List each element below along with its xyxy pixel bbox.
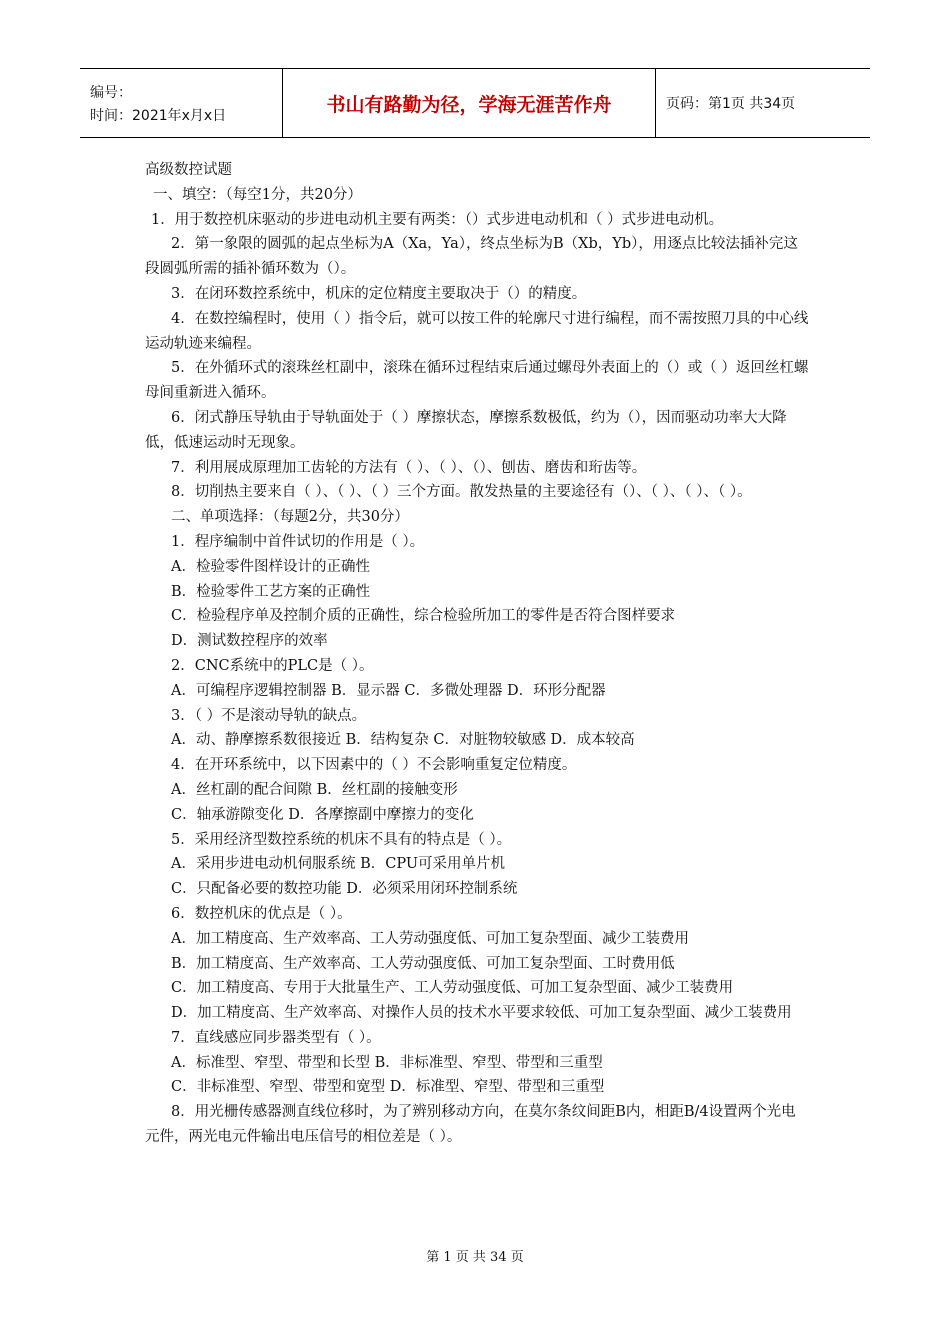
option-line: B．检验零件工艺方案的正确性 xyxy=(171,583,371,600)
option-line: C．检验程序单及控制介质的正确性，综合检验所加工的零件是否符合图样要求 xyxy=(171,608,676,625)
question-line: 5．在外循环式的滚珠丝杠副中，滚珠在循环过程结束后通过螺母外表面上的（）或（ ）返回丝杠螺母间重新进入循环。 xyxy=(145,360,809,402)
option-line: C．只配备必要的数控功能 D．必须采用闭环控制系统 xyxy=(171,881,518,898)
page-header xyxy=(80,68,870,138)
date-label: 时间：2021年x月x日 xyxy=(90,107,227,124)
question-line: 8．切削热主要来自（ ）、（ ）、（ ）三个方面。散发热量的主要途径有（）、（ ）、（ ）、（ ）。 xyxy=(171,484,752,501)
option-line: D．加工精度高、生产效率高、对操作人员的技术水平要求较低、可加工复杂型面、减少工装费用 xyxy=(171,1005,792,1022)
header-meta xyxy=(80,69,282,137)
question-line: 2．第一象限的圆弧的起点坐标为A（Xa，Ya），终点坐标为B（Xb，Yb），用逐点比较法插补完这段圆弧所需的插补循环数为（）。 xyxy=(145,236,798,278)
option-line: C．非标准型、窄型、带型和宽型 D．标准型、窄型、带型和三重型 xyxy=(171,1079,605,1096)
number-label: 编号： xyxy=(90,84,132,101)
option-line: A．可编程序逻辑控制器 B．显示器 C．多微处理器 D．环形分配器 xyxy=(171,682,606,699)
option-line: D．测试数控程序的效率 xyxy=(171,633,328,650)
option-line: A．动、静摩擦系数很接近 B．结构复杂 C．对脏物较敏感 D．成本较高 xyxy=(171,732,635,749)
section-heading: 一、填空：（每空1分，共20分） xyxy=(153,186,362,203)
motto: 书山有路勤为径，学海无涯苦作舟 xyxy=(282,69,656,137)
question-line: 3．在闭环数控系统中，机床的定位精度主要取决于（）的精度。 xyxy=(171,285,587,302)
question-line: 7．利用展成原理加工齿轮的方法有（ ）、（ ）、（）、刨齿、磨齿和珩齿等。 xyxy=(171,459,647,476)
option-line: A．丝杠副的配合间隙 B．丝杠副的接触变形 xyxy=(171,781,458,798)
document-body xyxy=(145,158,810,1150)
question-line: 3．（ ）不是滚动导轨的缺点。 xyxy=(171,707,367,724)
question-line: 6．闭式静压导轨由于导轨面处于（ ）摩擦状态，摩擦系数极低，约为（），因而驱动功率大大降低，低速运动时无现象。 xyxy=(145,409,787,451)
question-line: 6．数控机床的优点是（ ）。 xyxy=(171,905,352,922)
question-line: 1．程序编制中首件试切的作用是（ ）。 xyxy=(171,533,425,550)
question-line: 8．用光栅传感器测直线位移时，为了辨别移动方向，在莫尔条纹间距B内，相距B/4设置两个光电元件，两光电元件输出电压信号的相位差是（ ）。 xyxy=(145,1104,796,1146)
question-line: 1．用于数控机床驱动的步进电动机主要有两类：（）式步进电动机和（ ）式步进电动机。 xyxy=(151,211,724,228)
option-line: A．加工精度高、生产效率高、工人劳动强度低、可加工复杂型面、减少工装费用 xyxy=(171,930,689,947)
option-line: A．标准型、窄型、带型和长型 B．非标准型、窄型、带型和三重型 xyxy=(171,1054,603,1071)
question-line: 2．CNC系统中的PLC是（ ）。 xyxy=(171,657,374,674)
page-footer: 第 1 页 共 34 页 xyxy=(426,1250,524,1265)
question-line: 4．在开环系统中，以下因素中的（ ）不会影响重复定位精度。 xyxy=(171,757,577,774)
question-line: 7．直线感应同步器类型有（ ）。 xyxy=(171,1029,381,1046)
option-line: C．加工精度高、专用于大批量生产、工人劳动强度低、可加工复杂型面、减少工装费用 xyxy=(171,980,734,997)
page-info: 页码：第1页 共34页 xyxy=(666,96,796,112)
question-line: 5．采用经济型数控系统的机床不具有的特点是（ ）。 xyxy=(171,831,512,848)
option-line: A．采用步进电动机伺服系统 B．CPU可采用单片机 xyxy=(171,856,506,873)
option-line: B．加工精度高、生产效率高、工人劳动强度低、可加工复杂型面、工时费用低 xyxy=(171,955,675,972)
option-line: A．检验零件图样设计的正确性 xyxy=(171,558,370,575)
section-heading: 二、单项选择：（每题2分，共30分） xyxy=(171,509,409,526)
option-line: C．轴承游隙变化 D．各摩擦副中摩擦力的变化 xyxy=(171,806,474,823)
document-title: 高级数控试题 xyxy=(145,162,232,178)
question-line: 4．在数控编程时，使用（ ）指令后，就可以按工件的轮廓尺寸进行编程，而不需按照刀具的中心线运动轨迹来编程。 xyxy=(145,310,809,352)
